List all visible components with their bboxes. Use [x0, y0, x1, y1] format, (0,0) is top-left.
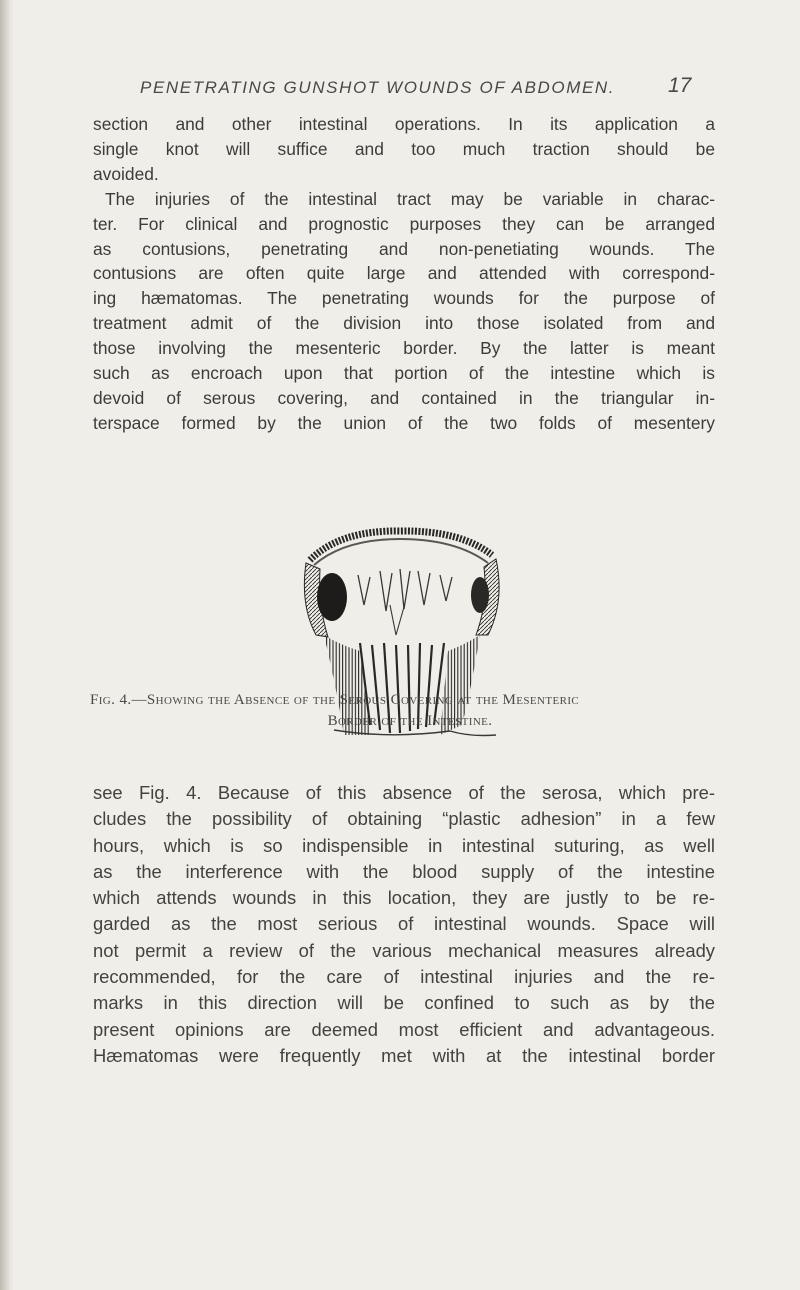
- body-text-bottom: [93, 780, 715, 1069]
- text-line: Hæmatomas were frequently met with at the intestinal border: [93, 1044, 715, 1066]
- text-line: such as encroach upon that portion of the intestine which is: [93, 363, 715, 384]
- text-line: marks in this direction will be confined to such as by the: [93, 992, 715, 1014]
- text-line: ing hæmatomas. The penetrating wounds for the purpose of: [93, 288, 715, 309]
- text-line: as the interference with the blood supply of the intestine: [93, 860, 715, 882]
- text-line: contusions are often quite large and attended with correspond-: [93, 263, 715, 284]
- text-line: those involving the mesenteric border. By the latter is meant: [93, 338, 715, 359]
- text-line: present opinions are deemed most efficient and advantageous.: [93, 1018, 715, 1040]
- page-number: 17: [668, 74, 692, 97]
- text-line: devoid of serous covering, and contained in the triangular in-: [93, 387, 715, 408]
- text-line: avoided.: [93, 163, 159, 184]
- text-line: The injuries of the intestinal tract may be variable in charac-: [105, 188, 715, 209]
- text-line: treatment admit of the division into those isolated from and: [93, 313, 715, 334]
- text-line: section and other intestinal operations. In its application a: [93, 114, 715, 134]
- text-line: see Fig. 4. Because of this absence of the serosa, which pre-: [93, 782, 715, 803]
- text-line: recommended, for the care of intestinal injuries and the re-: [93, 966, 715, 988]
- text-line: terspace formed by the union of the two folds of mesentery: [93, 412, 715, 433]
- text-line: single knot will suffice and too much traction should be: [93, 138, 715, 159]
- body-text-top: [93, 112, 715, 436]
- text-line: hours, which is so indispensible in intestinal suturing, as well: [93, 834, 715, 856]
- text-line: garded as the most serious of intestinal wounds. Space will: [93, 913, 715, 935]
- text-line: cludes the possibility of obtaining “plastic adhesion” in a few: [93, 808, 715, 830]
- text-line: ter. For clinical and prognostic purposes they can be arranged: [93, 213, 715, 234]
- text-line: which attends wounds in this location, they are justly to be re-: [93, 887, 715, 909]
- text-line: as contusions, penetrating and non-penetiating wounds. The: [93, 238, 715, 259]
- running-title: PENETRATING GUNSHOT WOUNDS OF ABDOMEN.: [140, 78, 616, 97]
- caption-line: Border of the Intestine.: [327, 713, 493, 729]
- text-line: not permit a review of the various mechanical measures already: [93, 939, 715, 961]
- caption-line: Fig. 4.—Showing the Absence of the Serous Covering at the Mesenteric: [90, 692, 580, 708]
- page-binding-edge: [0, 0, 14, 1290]
